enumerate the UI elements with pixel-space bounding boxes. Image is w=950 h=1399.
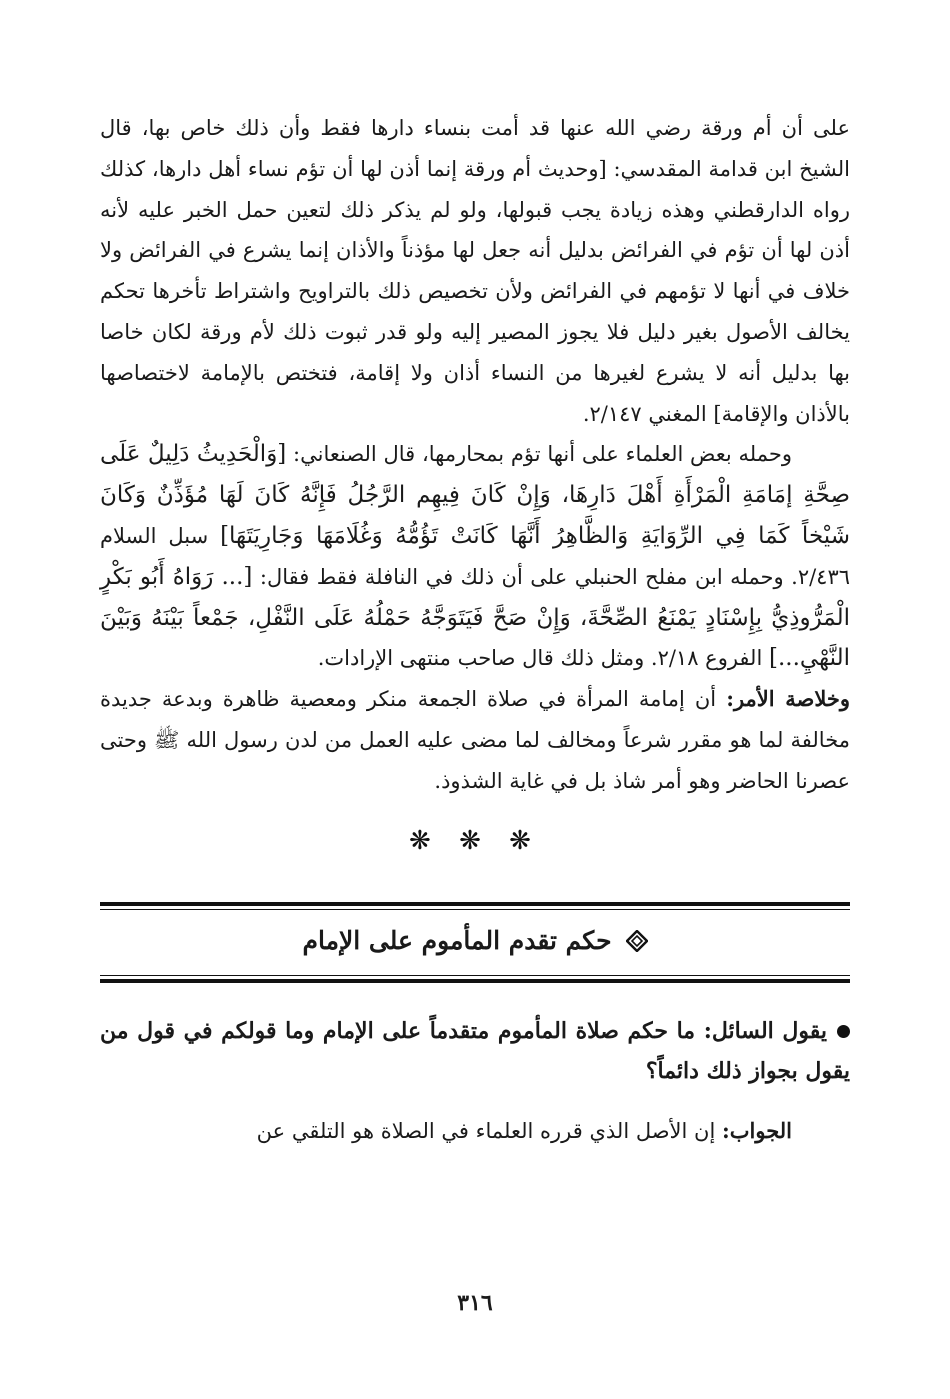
paragraph-2-intro: وحمله بعض العلماء على أنها تؤم بمحارمها، قال الصنعاني: bbox=[293, 442, 792, 467]
paragraph-2-end: الفروع ٢/١٨. ومثل ذلك قال صاحب منتهى الإرادات. bbox=[317, 646, 763, 671]
paragraph-1 bbox=[100, 108, 850, 434]
page-number: ٣١٦ bbox=[457, 1290, 493, 1316]
question-label: يقول السائل: bbox=[703, 1017, 827, 1044]
paragraph-2-middle: سبل السلام ٢/٤٣٦. وحمله ابن مفلح الحنبلي على أن ذلك في النافلة فقط فقال: bbox=[100, 523, 851, 589]
paragraph-3 bbox=[100, 679, 850, 801]
diamond-icon bbox=[626, 930, 648, 952]
paragraph-2 bbox=[100, 434, 850, 679]
summary-text: أن إمامة المرأة في صلاة الجمعة منكر ومعصية ظاهرة وبدعة جديدة مخالفة لما هو مقرر شرعاً ومخالف لما مضى عليه العمل من لدن رسول الله ﷺ وحتى عصرنا الحاضر وهو أمر شاذ بل في غاية الشذوذ. bbox=[100, 687, 850, 793]
section-separator: ❋ ❋ ❋ bbox=[409, 825, 541, 856]
bottom-thick-rule bbox=[100, 979, 850, 983]
section-heading-box bbox=[100, 902, 850, 983]
summary-label: وخلاصة الأمر: bbox=[726, 686, 850, 712]
quote-sanani: [وَالْحَدِيثُ دَلِيلٌ عَلَى صِحَّةِ إمَامَةِ الْمَرْأَةِ أَهْلَ دَارِهَا، وَإِنْ كَانَ فِيهِم الرَّجُلُ فَإِنَّهُ كَانَ لَهَا مُؤَذِّنٌ وَكَانَ شَيْخاً كَمَا فِي الرِّوَايَةِ وَالظَّاهِرُ أَنَّهَا كَانَتْ تَؤُمُّهُ وَغُلَامَهَا وَجَارِيَتَهَا] bbox=[100, 441, 850, 549]
quote-ibn-muflih: [... رَوَاهُ أَبُو بَكْرٍ الْمَرُّوذِيُّ بِإِسْنَادٍ يَمْنَعُ الصِّحَّةَ، وَإِنْ صَحَّ فَيَتَوَجَّهُ حَمْلُهُ عَلَى النَّفْلِ، جَمْعاً بَيْنَهُ وَبَيْنَ النَّهْيِ...] bbox=[100, 563, 850, 672]
question-text: ما حكم صلاة المأموم متقدماً على الإمام وما قولكم في قول من يقول بجواز ذلك دائماً؟ bbox=[100, 1017, 850, 1084]
section-title: حكم تقدم المأموم على الإمام bbox=[302, 926, 612, 956]
question bbox=[100, 1011, 850, 1091]
bullet-icon bbox=[837, 1025, 850, 1038]
answer bbox=[100, 1111, 850, 1151]
bottom-thin-rule bbox=[100, 975, 850, 976]
heading-row bbox=[100, 910, 850, 972]
top-thick-rule bbox=[100, 902, 850, 906]
answer-text: إن الأصل الذي قرره العلماء في الصلاة هو التلقي عن bbox=[256, 1118, 716, 1143]
answer-label: الجواب: bbox=[722, 1117, 792, 1143]
paragraph-1-text: على أن أم ورقة رضي الله عنها قد أمت بنساء دارها فقط وأن ذلك خاص بها، قال الشيخ ابن قدامة المقدسي: [وحديث أم ورقة إنما أذن لها أن تؤم نساء أهل دارها، كذلك رواه الدارقطني وهذه زيادة يجب قبولها، ولو لم يذكر ذلك لتعين حمل الخبر عليه لأنه أذن لها أن تؤم في الفرائض بدليل أنه جعل لها مؤذناً والأذان إنما يشرع في الفرائض ولا خلاف في أنها لا تؤمهم في الفرائض ولأن تخصيص ذلك بالتراويح واشتراط تأخرها تحكم يخالف الأصول بغير دليل فلا يجوز المصير إليه ولو قدر ثبوت ذلك لأم ورقة لكان خاصا بها بدليل أنه لا يشرع لغيرها من النساء أذان ولا إقامة، فتختص بالإمامة لاختصاصها بالأذان والإقامة] المغني ٢/١٤٧. bbox=[100, 116, 850, 426]
